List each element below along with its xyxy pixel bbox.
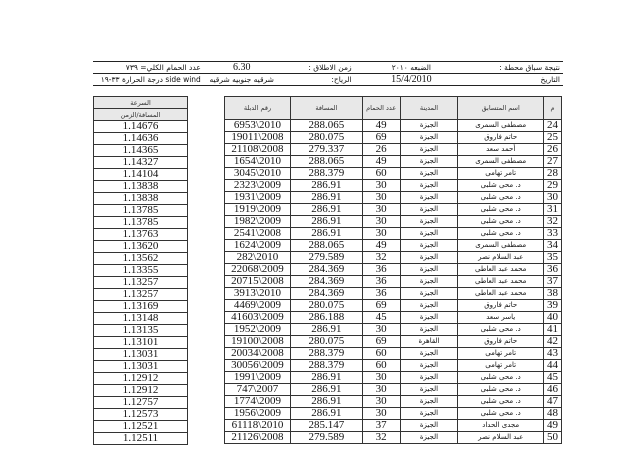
cell-ring: 19100\2008 — [225, 336, 291, 348]
cell-speed: 1.12912 — [94, 373, 188, 385]
table-row — [225, 240, 562, 252]
table-row — [225, 300, 562, 312]
cell-speed: 1.13838 — [94, 181, 188, 193]
release-time-label: زمن الاطلاق : — [280, 62, 355, 74]
cell-speed: 1.13620 — [94, 241, 188, 253]
table-row — [225, 228, 562, 240]
cell-distance: 288.065 — [290, 156, 362, 168]
cell-birds: 60 — [362, 348, 400, 360]
cell-distance: 286.91 — [290, 204, 362, 216]
cell-distance: 286.91 — [290, 324, 362, 336]
cell-speed: 1.13101 — [94, 337, 188, 349]
cell-distance: 286.91 — [290, 408, 362, 420]
cell-ring: 1931\2009 — [225, 192, 291, 204]
cell-num: 42 — [544, 336, 562, 348]
cell-num: 29 — [544, 180, 562, 192]
cell-name: محمد عبد العاطى — [458, 276, 544, 288]
wind-label: الرياح: — [280, 74, 355, 86]
table-row — [225, 264, 562, 276]
speed-row — [94, 313, 188, 325]
cell-name: مصطفى السمرى — [458, 156, 544, 168]
cell-distance: 286.91 — [290, 396, 362, 408]
table-row — [225, 120, 562, 132]
speed-row — [94, 397, 188, 409]
cell-birds: 30 — [362, 408, 400, 420]
table-row — [225, 396, 562, 408]
table-row — [225, 324, 562, 336]
cell-distance: 286.91 — [290, 216, 362, 228]
cell-speed: 1.13169 — [94, 301, 188, 313]
cell-name: ياسر سعد — [458, 312, 544, 324]
cell-num: 50 — [544, 432, 562, 444]
speed-row — [94, 169, 188, 181]
cell-ring: 21126\2008 — [225, 432, 291, 444]
cell-city: الجيزة — [400, 252, 458, 264]
cell-distance: 288.065 — [290, 240, 362, 252]
cell-distance: 279.337 — [290, 144, 362, 156]
cell-speed: 1.13148 — [94, 313, 188, 325]
cell-distance: 286.188 — [290, 312, 362, 324]
cell-name: محمد عبد العاطى — [458, 264, 544, 276]
cell-distance: 279.589 — [290, 252, 362, 264]
speed-row — [94, 121, 188, 133]
speed-row — [94, 433, 188, 445]
cell-speed: 1.14636 — [94, 133, 188, 145]
table-row — [225, 204, 562, 216]
cell-num: 36 — [544, 264, 562, 276]
cell-name: د. محى شلبى — [458, 372, 544, 384]
cell-birds: 69 — [362, 300, 400, 312]
cell-distance: 284.369 — [290, 276, 362, 288]
cell-ring: 19011\2008 — [225, 132, 291, 144]
table-row — [225, 132, 562, 144]
speed-row — [94, 181, 188, 193]
speed-row — [94, 301, 188, 313]
cell-city: الجيزة — [400, 396, 458, 408]
cell-ring: 1654\2010 — [225, 156, 291, 168]
cell-ring: 3045\2010 — [225, 168, 291, 180]
cell-distance: 280.075 — [290, 132, 362, 144]
cell-speed: 1.13135 — [94, 325, 188, 337]
cell-num: 27 — [544, 156, 562, 168]
table-row — [225, 408, 562, 420]
cell-ring: 30056\2009 — [225, 360, 291, 372]
cell-ring: 1919\2009 — [225, 204, 291, 216]
cell-name: د. محى شلبى — [458, 192, 544, 204]
cell-ring: 1624\2009 — [225, 240, 291, 252]
speed-table — [93, 96, 188, 445]
table-row — [225, 372, 562, 384]
cell-city: الجيزة — [400, 360, 458, 372]
cell-city: الجيزة — [400, 204, 458, 216]
cell-name: عبد السلام نصر — [458, 432, 544, 444]
cell-name: د. محى شلبى — [458, 216, 544, 228]
cell-ring: 41603\2009 — [225, 312, 291, 324]
cell-num: 47 — [544, 396, 562, 408]
cell-birds: 32 — [362, 432, 400, 444]
cell-city: الجيزة — [400, 228, 458, 240]
date: 15/4/2010 — [355, 74, 468, 86]
column-header-birds: عدد الحمام — [362, 97, 400, 120]
cell-name: د. محى شلبى — [458, 204, 544, 216]
cell-birds: 60 — [362, 168, 400, 180]
column-header-ring: رقم الدبلة — [225, 97, 291, 120]
cell-ring: 1952\2009 — [225, 324, 291, 336]
cell-ring: 1956\2009 — [225, 408, 291, 420]
cell-ring: 1774\2009 — [225, 396, 291, 408]
cell-city: الجيزة — [400, 372, 458, 384]
cell-speed: 1.13562 — [94, 253, 188, 265]
cell-birds: 60 — [362, 360, 400, 372]
speed-row — [94, 361, 188, 373]
table-row — [225, 216, 562, 228]
cell-distance: 288.065 — [290, 120, 362, 132]
cell-num: 43 — [544, 348, 562, 360]
cell-num: 31 — [544, 204, 562, 216]
cell-ring: 747\2007 — [225, 384, 291, 396]
cell-ring: 6953\2010 — [225, 120, 291, 132]
cell-name: عبد السلام نصر — [458, 252, 544, 264]
table-row — [225, 432, 562, 444]
speed-row — [94, 205, 188, 217]
cell-num: 28 — [544, 168, 562, 180]
cell-ring: 3913\2010 — [225, 288, 291, 300]
speed-row — [94, 133, 188, 145]
cell-birds: 32 — [362, 252, 400, 264]
speed-row — [94, 385, 188, 397]
cell-name: حاتم فاروق — [458, 132, 544, 144]
results-table — [224, 96, 562, 444]
cell-speed: 1.13838 — [94, 193, 188, 205]
wind: شرقيه جنوبيه شرقيه — [204, 74, 280, 86]
cell-speed: 1.13257 — [94, 277, 188, 289]
cell-distance: 286.91 — [290, 192, 362, 204]
cell-city: الجيزة — [400, 348, 458, 360]
cell-name: د. محى شلبى — [458, 228, 544, 240]
cell-ring: 282\2010 — [225, 252, 291, 264]
cell-speed: 1.12511 — [94, 433, 188, 445]
speed-row — [94, 325, 188, 337]
column-header-name: اسم المتسابق — [458, 97, 544, 120]
cell-speed: 1.13257 — [94, 289, 188, 301]
cell-city: الجيزة — [400, 312, 458, 324]
cell-distance: 288.379 — [290, 168, 362, 180]
speed-row — [94, 253, 188, 265]
cell-birds: 49 — [362, 120, 400, 132]
cell-ring: 4469\2009 — [225, 300, 291, 312]
table-row — [225, 420, 562, 432]
cell-num: 25 — [544, 132, 562, 144]
cell-ring: 20034\2008 — [225, 348, 291, 360]
cell-name: حاتم فاروق — [458, 336, 544, 348]
cell-name: د. محى شلبى — [458, 408, 544, 420]
speed-row — [94, 229, 188, 241]
cell-speed: 1.13763 — [94, 229, 188, 241]
speed-row — [94, 193, 188, 205]
cell-birds: 30 — [362, 204, 400, 216]
speed-row — [94, 349, 188, 361]
speed-row — [94, 421, 188, 433]
cell-birds: 37 — [362, 420, 400, 432]
cell-name: د. محى شلبى — [458, 180, 544, 192]
cell-distance: 286.91 — [290, 384, 362, 396]
cell-name: د. محى شلبى — [458, 384, 544, 396]
cell-city: الجيزة — [400, 300, 458, 312]
cell-city: الجيزة — [400, 384, 458, 396]
cell-birds: 30 — [362, 324, 400, 336]
cell-name: تامر تهامى — [458, 348, 544, 360]
cell-num: 49 — [544, 420, 562, 432]
table-row — [225, 360, 562, 372]
cell-speed: 1.14365 — [94, 145, 188, 157]
speed-row — [94, 277, 188, 289]
cell-num: 39 — [544, 300, 562, 312]
speed-formula-header: المسافة/الزمن — [94, 109, 188, 121]
cell-birds: 30 — [362, 384, 400, 396]
cell-distance: 284.369 — [290, 264, 362, 276]
column-header-city: المدينة — [400, 97, 458, 120]
cell-distance: 286.91 — [290, 180, 362, 192]
cell-birds: 69 — [362, 336, 400, 348]
cell-distance: 285.147 — [290, 420, 362, 432]
table-row — [225, 168, 562, 180]
cell-name: حاتم فاروق — [458, 300, 544, 312]
cell-city: الجيزة — [400, 132, 458, 144]
cell-city: الجيزة — [400, 216, 458, 228]
cell-distance: 284.369 — [290, 288, 362, 300]
cell-ring: 20715\2008 — [225, 276, 291, 288]
cell-birds: 30 — [362, 372, 400, 384]
cell-num: 24 — [544, 120, 562, 132]
cell-speed: 1.13355 — [94, 265, 188, 277]
cell-distance: 286.91 — [290, 372, 362, 384]
cell-name: د. محى شلبى — [458, 324, 544, 336]
table-row — [225, 156, 562, 168]
speed-row — [94, 157, 188, 169]
table-row — [225, 312, 562, 324]
cell-name: مجدى الحداد — [458, 420, 544, 432]
temperature: side wind درجة الحرارة ٣٣-١٩ — [93, 74, 204, 86]
total-birds: عدد الحمام الكلي= ٧٣٩ — [93, 62, 204, 74]
table-row — [225, 288, 562, 300]
cell-birds: 30 — [362, 228, 400, 240]
table-row — [225, 336, 562, 348]
race-info-header — [93, 61, 563, 86]
speed-row — [94, 337, 188, 349]
table-row — [225, 348, 562, 360]
cell-city: الجيزة — [400, 156, 458, 168]
cell-num: 30 — [544, 192, 562, 204]
column-header-num: م — [544, 97, 562, 120]
race-result-label: نتيجة سباق محطة : — [468, 62, 563, 74]
cell-ring: 1991\2009 — [225, 372, 291, 384]
cell-num: 33 — [544, 228, 562, 240]
speed-row — [94, 409, 188, 421]
cell-name: د. محى شلبى — [458, 396, 544, 408]
cell-num: 35 — [544, 252, 562, 264]
cell-distance: 280.075 — [290, 336, 362, 348]
cell-birds: 69 — [362, 132, 400, 144]
cell-speed: 1.13785 — [94, 205, 188, 217]
cell-num: 40 — [544, 312, 562, 324]
cell-speed: 1.14676 — [94, 121, 188, 133]
cell-num: 37 — [544, 276, 562, 288]
column-header-distance: المسافة — [290, 97, 362, 120]
cell-birds: 49 — [362, 156, 400, 168]
cell-speed: 1.13031 — [94, 349, 188, 361]
cell-birds: 49 — [362, 240, 400, 252]
cell-name: أحمد سعد — [458, 144, 544, 156]
table-row — [225, 144, 562, 156]
speed-row — [94, 145, 188, 157]
cell-name: محمد عبد العاطى — [458, 288, 544, 300]
cell-name: مصطفى السمرى — [458, 240, 544, 252]
cell-birds: 36 — [362, 264, 400, 276]
table-row — [225, 252, 562, 264]
cell-speed: 1.13031 — [94, 361, 188, 373]
table-row — [225, 384, 562, 396]
speed-row — [94, 373, 188, 385]
cell-num: 41 — [544, 324, 562, 336]
cell-city: الجيزة — [400, 432, 458, 444]
cell-speed: 1.12912 — [94, 385, 188, 397]
cell-speed: 1.12521 — [94, 421, 188, 433]
table-row — [225, 276, 562, 288]
cell-city: الجيزة — [400, 120, 458, 132]
cell-birds: 45 — [362, 312, 400, 324]
table-row — [225, 192, 562, 204]
cell-num: 34 — [544, 240, 562, 252]
season: الضبعه ٢٠١٠ — [355, 62, 468, 74]
date-label: التاريخ — [468, 74, 563, 86]
cell-birds: 30 — [362, 216, 400, 228]
cell-ring: 2541\2008 — [225, 228, 291, 240]
speed-header: السرعة — [94, 97, 188, 109]
cell-name: مصطفى السمرى — [458, 120, 544, 132]
cell-city: القاهرة — [400, 336, 458, 348]
cell-city: الجيزة — [400, 192, 458, 204]
cell-num: 38 — [544, 288, 562, 300]
cell-distance: 286.91 — [290, 228, 362, 240]
cell-speed: 1.12757 — [94, 397, 188, 409]
cell-birds: 30 — [362, 180, 400, 192]
cell-ring: 2323\2009 — [225, 180, 291, 192]
cell-birds: 36 — [362, 288, 400, 300]
cell-city: الجيزة — [400, 168, 458, 180]
speed-row — [94, 265, 188, 277]
cell-city: الجيزة — [400, 324, 458, 336]
cell-birds: 30 — [362, 396, 400, 408]
cell-name: تامر تهامى — [458, 168, 544, 180]
cell-city: الجيزة — [400, 180, 458, 192]
cell-speed: 1.13785 — [94, 217, 188, 229]
cell-num: 48 — [544, 408, 562, 420]
cell-city: الجيزة — [400, 240, 458, 252]
cell-num: 45 — [544, 372, 562, 384]
speed-row — [94, 289, 188, 301]
cell-num: 26 — [544, 144, 562, 156]
cell-speed: 1.12573 — [94, 409, 188, 421]
release-time: 6.30 — [204, 62, 280, 74]
cell-distance: 288.379 — [290, 360, 362, 372]
cell-name: تامر تهامى — [458, 360, 544, 372]
cell-distance: 288.379 — [290, 348, 362, 360]
cell-city: الجيزة — [400, 288, 458, 300]
cell-ring: 61118\2010 — [225, 420, 291, 432]
cell-ring: 22068\2009 — [225, 264, 291, 276]
cell-distance: 279.589 — [290, 432, 362, 444]
cell-city: الجيزة — [400, 408, 458, 420]
cell-city: الجيزة — [400, 264, 458, 276]
cell-city: الجيزة — [400, 144, 458, 156]
cell-num: 32 — [544, 216, 562, 228]
speed-row — [94, 217, 188, 229]
cell-city: الجيزة — [400, 420, 458, 432]
cell-birds: 30 — [362, 192, 400, 204]
cell-speed: 1.14327 — [94, 157, 188, 169]
cell-birds: 36 — [362, 276, 400, 288]
cell-distance: 280.075 — [290, 300, 362, 312]
speed-row — [94, 241, 188, 253]
cell-city: الجيزة — [400, 276, 458, 288]
cell-speed: 1.14104 — [94, 169, 188, 181]
cell-num: 44 — [544, 360, 562, 372]
cell-num: 46 — [544, 384, 562, 396]
cell-ring: 21108\2008 — [225, 144, 291, 156]
cell-ring: 1982\2009 — [225, 216, 291, 228]
cell-birds: 26 — [362, 144, 400, 156]
table-row — [225, 180, 562, 192]
